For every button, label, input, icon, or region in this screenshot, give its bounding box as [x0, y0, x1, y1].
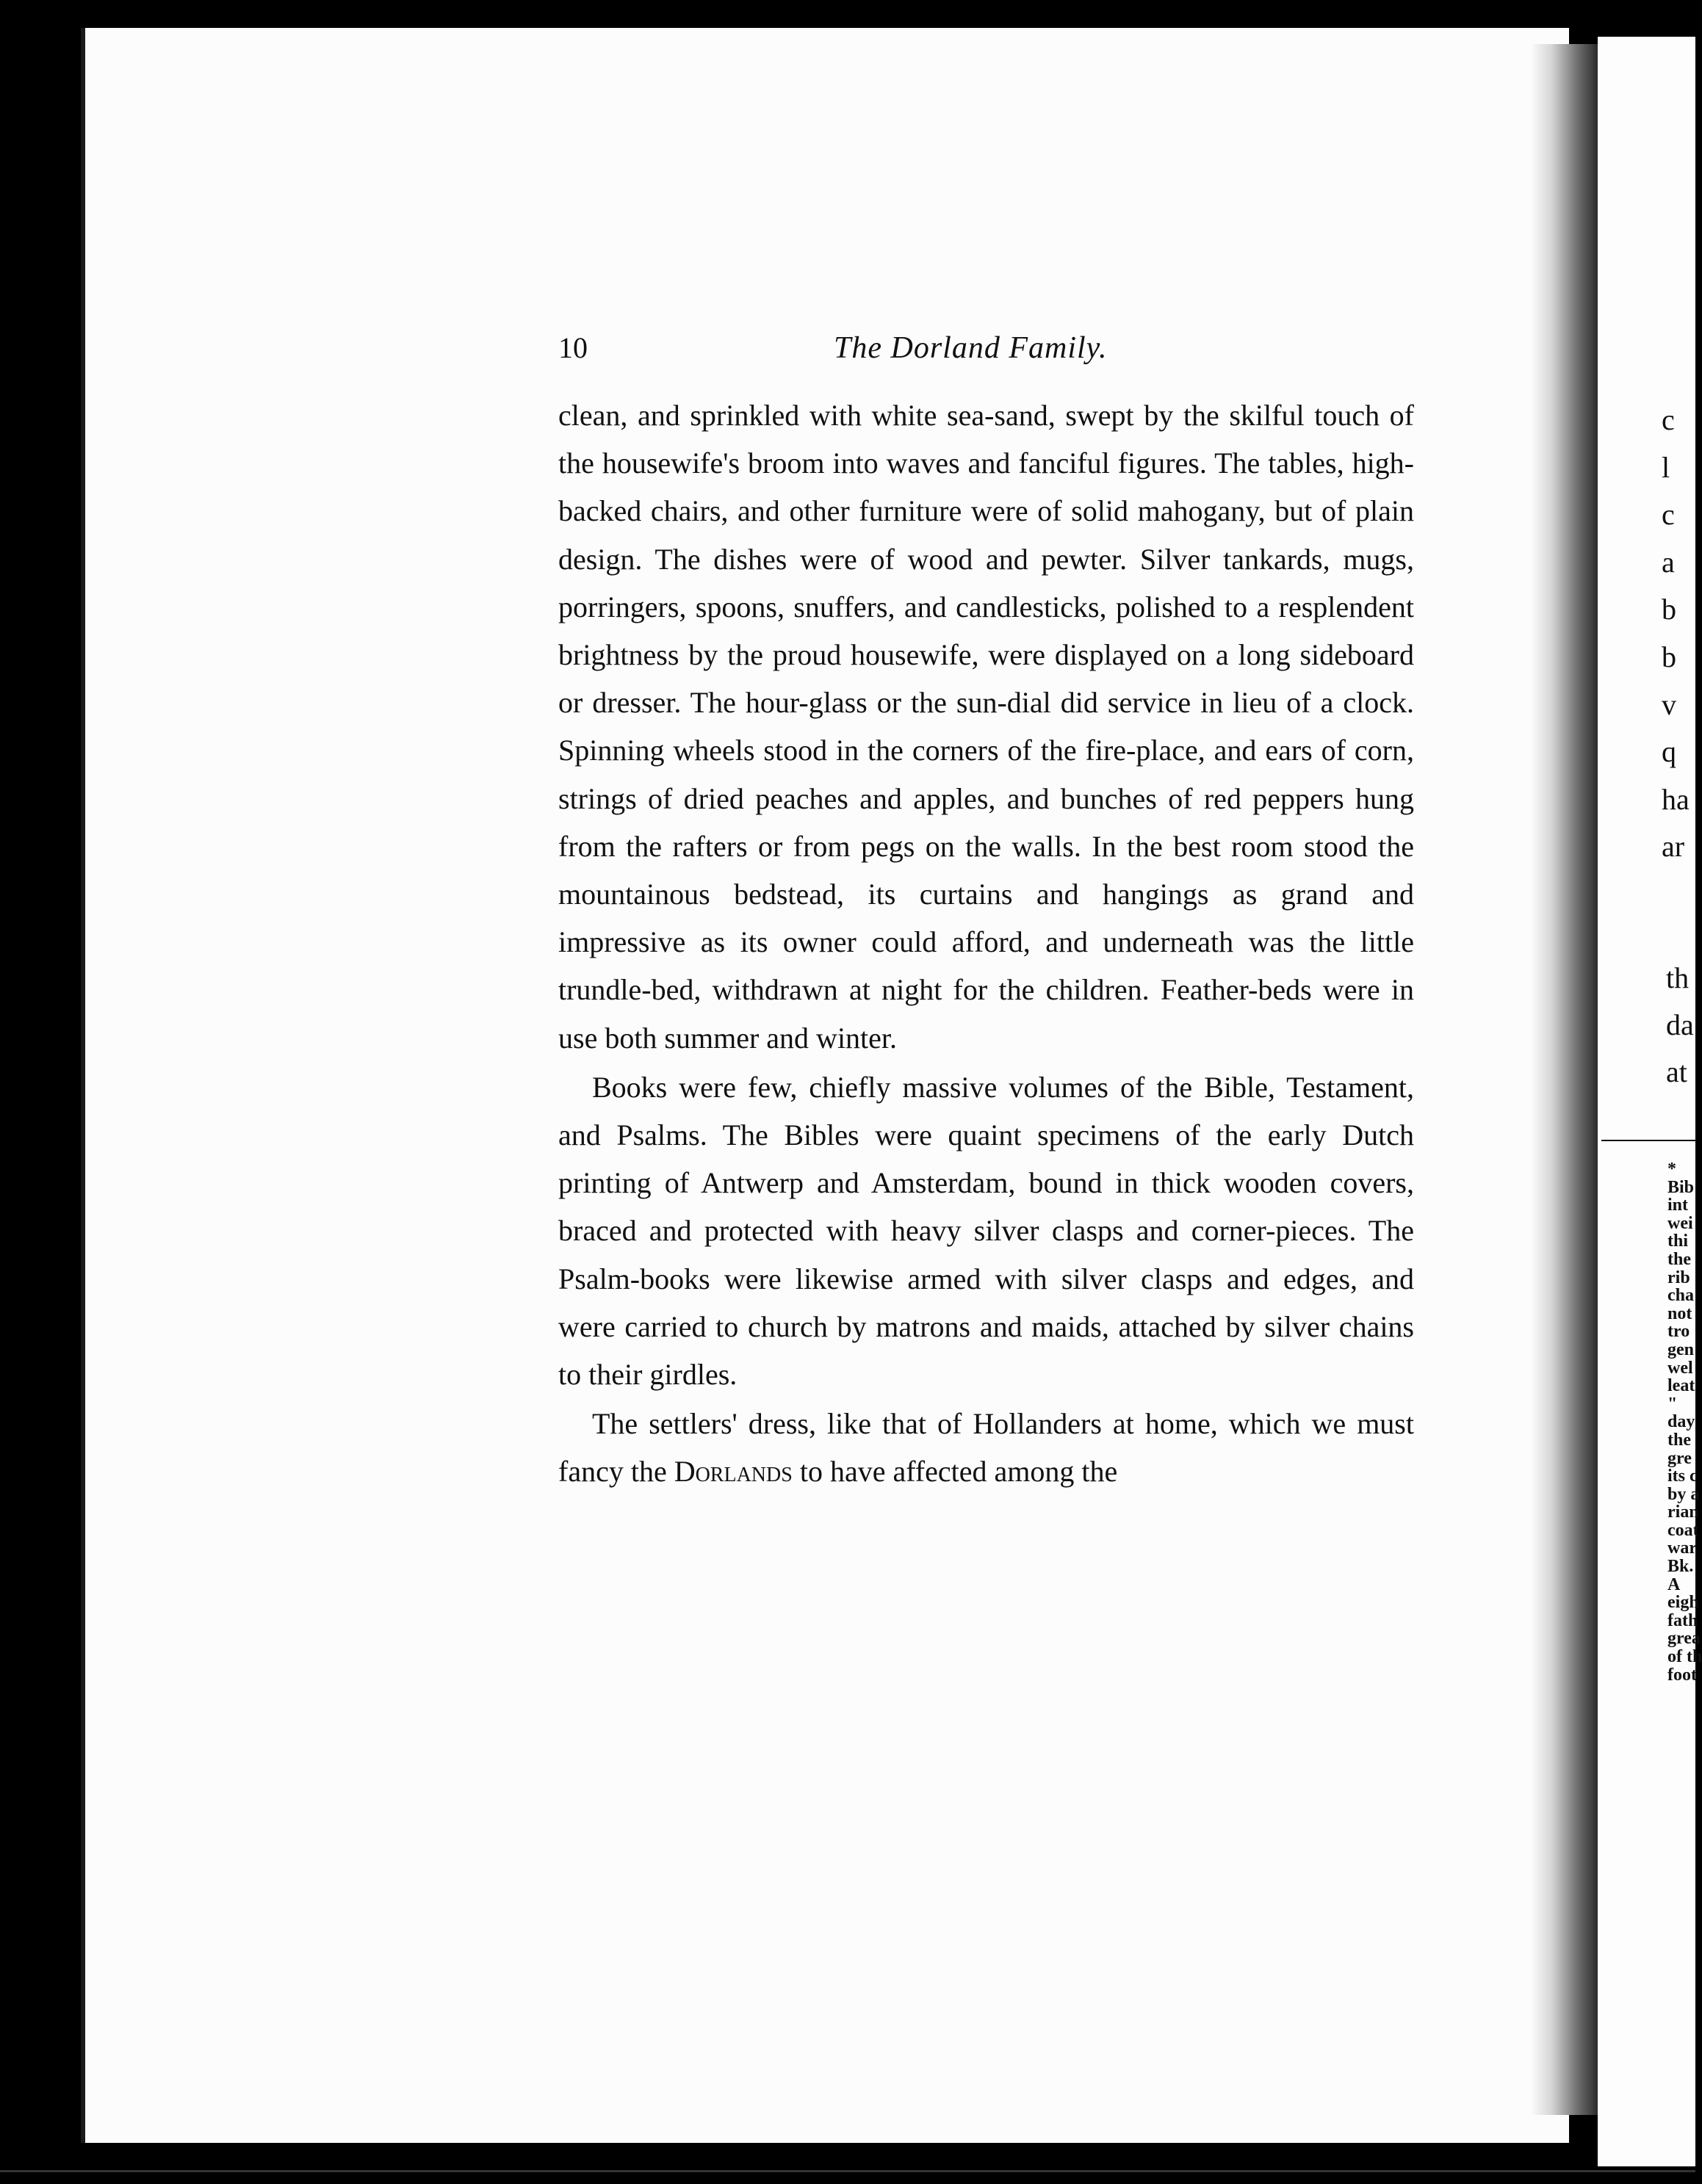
adjacent-line-fragment: a: [1662, 545, 1675, 579]
adjacent-footnote-fragment: fath: [1667, 1610, 1698, 1630]
adjacent-footnote-fragment: gre: [1667, 1448, 1692, 1468]
adjacent-line-fragment: b: [1662, 640, 1676, 673]
adjacent-footnote-fragment: eigh: [1667, 1593, 1699, 1613]
adjacent-line-fragment: ar: [1662, 830, 1685, 864]
adjacent-footnote-fragment: wel: [1667, 1358, 1693, 1378]
adjacent-footnote-fragment: coat: [1667, 1520, 1699, 1540]
adjacent-line-fragment: q: [1662, 735, 1676, 769]
adjacent-footnote-fragment: war: [1667, 1538, 1697, 1558]
paragraph-3-end: to have affected among the: [792, 1455, 1118, 1489]
paragraph-2: Books were few, chiefly massive volumes of the Bible, Testament, and Psalms. The Bibles were quaint specimens of the early Dutch printing of Antwerp and Amsterdam, bound in thick wooden covers, braced and protected with heavy silver clasps and corner-pieces. The Psalm-books were likewise armed with silver clasps and edges, and were carried to church by matrons and maids, attached by silver chains to their girdles.: [558, 1070, 1414, 1392]
adjacent-footnote-fragment: leat: [1667, 1376, 1695, 1396]
adjacent-footnote-fragment: wei: [1667, 1213, 1693, 1233]
adjacent-footnote-fragment: the: [1667, 1430, 1691, 1450]
family-name-smallcaps: Dorlands: [674, 1455, 793, 1489]
adjacent-footnote-fragment: day: [1667, 1412, 1695, 1432]
adjacent-footnote-fragment: int: [1667, 1196, 1689, 1215]
adjacent-footnote-fragment: the: [1667, 1249, 1691, 1269]
adjacent-page-text-lower: [1666, 955, 1694, 1096]
adjacent-footnote-fragment: grea: [1667, 1629, 1701, 1649]
adjacent-page-text: [1662, 397, 1690, 871]
adjacent-footnote-fragment: rian: [1667, 1503, 1699, 1522]
adjacent-footnote-fragment: its c: [1667, 1467, 1698, 1486]
adjacent-line-fragment: c: [1662, 403, 1675, 436]
adjacent-line-fragment: v: [1662, 687, 1676, 721]
footnote-rule: [1601, 1140, 1695, 1141]
adjacent-footnote-fragment: tro: [1667, 1322, 1690, 1342]
adjacent-footnote-fragment: A: [1667, 1574, 1681, 1594]
adjacent-footnote-fragment: ": [1667, 1394, 1678, 1414]
adjacent-line-fragment: at: [1666, 1055, 1687, 1088]
gutter-shadow: [1532, 44, 1598, 2115]
running-title: The Dorland Family.: [834, 331, 1108, 365]
paragraph-1: clean, and sprinkled with white sea-sand, swept by the skilful touch of the housewife's broom into waves and fanciful figures. The tables, high-backed chairs, and other furniture were of solid mahogany, but of plain design. The dishes were of wood and pewter. Silver tankards, mugs, porringers, spoons, snuffers, and candlesticks, polished to a resplendent brightness by the proud housewife, were displayed on a long sideboard or dresser. The hour-glass or the sun-dial did service in lieu of a clock. Spinning wheels stood in the corners of the fire-place, and ears of corn, strings of dried peaches and apples, and bunches of red peppers hung from the rafters or from pegs on the walls. In the best room stood the mountainous bedstead, its curtains and hangings as grand and impressive as its owner could afford, and underneath was the little trundle-bed, withdrawn at night for the children. Feather-beds were in use both summer and winter.: [558, 399, 1414, 1055]
adjacent-line-fragment: c: [1662, 498, 1675, 532]
adjacent-line-fragment: l: [1662, 450, 1670, 484]
page-number: 10: [558, 331, 588, 364]
adjacent-page-footnotes: [1667, 1160, 1702, 1684]
adjacent-footnote-fragment: thi: [1667, 1232, 1689, 1251]
adjacent-footnote-fragment: Bk.: [1667, 1557, 1694, 1577]
adjacent-line-fragment: b: [1662, 593, 1676, 626]
adjacent-footnote-fragment: of th: [1667, 1647, 1702, 1667]
adjacent-line-fragment: ha: [1662, 782, 1690, 816]
adjacent-footnote-fragment: cha: [1667, 1286, 1694, 1306]
paragraph-3: [558, 1400, 1414, 1495]
adjacent-page: [1598, 37, 1695, 2166]
adjacent-footnote-fragment: gen: [1667, 1339, 1694, 1359]
adjacent-line-fragment: th: [1666, 961, 1690, 994]
adjacent-footnote-fragment: by a: [1667, 1484, 1700, 1504]
adjacent-footnote-fragment: rib: [1667, 1268, 1690, 1287]
adjacent-footnote-fragment: Bib: [1667, 1177, 1695, 1197]
body-text: [558, 391, 1414, 1496]
adjacent-footnote-fragment: foot: [1667, 1665, 1697, 1685]
scan-bottom-rule: [0, 2170, 1695, 2172]
page-header: [558, 330, 1425, 375]
adjacent-footnote-fragment: not: [1667, 1303, 1692, 1323]
paragraph-3-start: The settlers' dress, like that of Hollanders at home, which we must fancy the: [558, 1407, 1414, 1489]
adjacent-footnote-fragment: *: [1667, 1160, 1676, 1179]
adjacent-line-fragment: da: [1666, 1008, 1694, 1041]
